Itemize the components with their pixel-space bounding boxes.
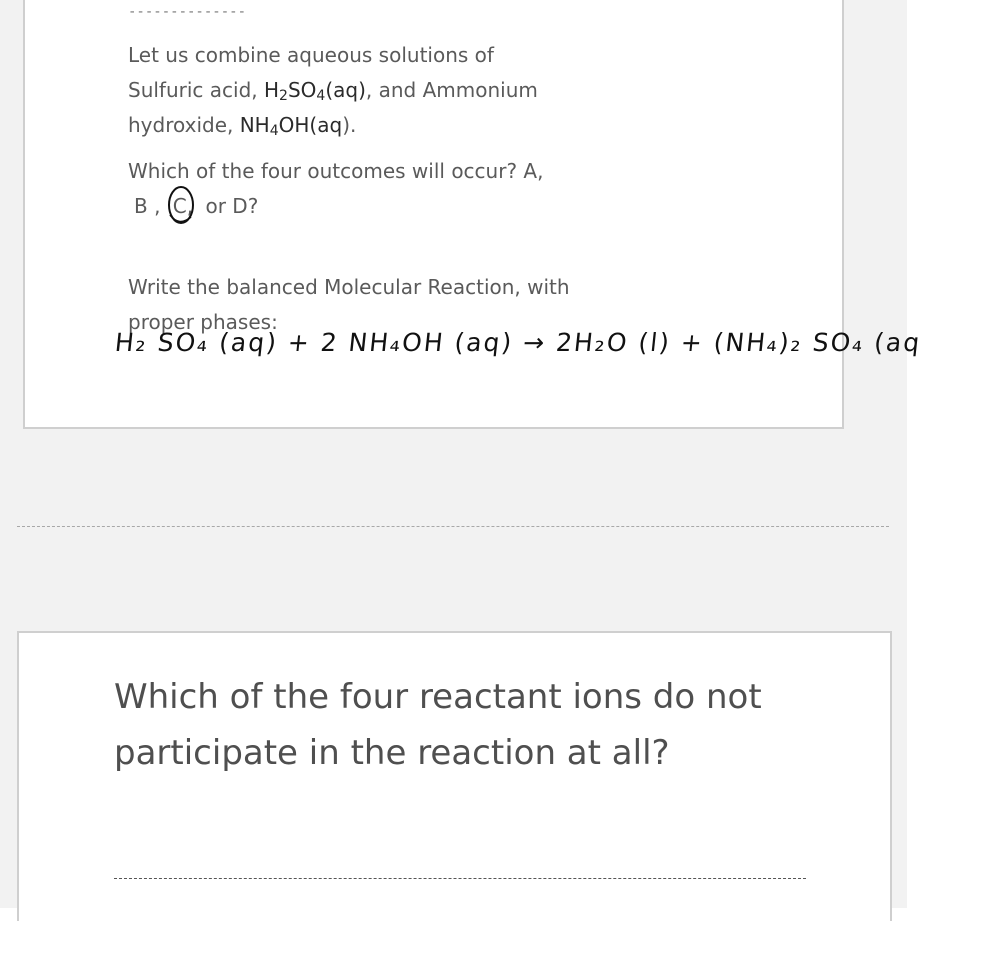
top-dashed-rule: -------------- bbox=[128, 4, 247, 20]
spectator-question-line-2: participate in the reaction at all? bbox=[114, 733, 670, 773]
intro-paragraph bbox=[128, 38, 538, 143]
outcome-question-line-1: Which of the four outcomes will occur? A, bbox=[128, 159, 544, 183]
option-b-label: B , bbox=[134, 194, 161, 218]
outcome-question bbox=[128, 154, 543, 224]
spectator-ion-question bbox=[114, 669, 814, 781]
answer-blank-line[interactable] bbox=[114, 878, 806, 879]
question-card-molecular-reaction bbox=[23, 0, 923, 429]
section-divider bbox=[17, 526, 889, 527]
handwritten-circle-mark bbox=[165, 183, 199, 229]
question-card-spectator-ions bbox=[17, 631, 892, 921]
reaction-prompt-line-1: Write the balanced Molecular Reaction, with bbox=[128, 275, 570, 299]
option-c-label: C, bbox=[172, 194, 194, 218]
intro-line-3a: hydroxide, bbox=[128, 113, 240, 137]
intro-line-3b: ). bbox=[342, 113, 357, 137]
ammonium-hydroxide-formula: $NH_4OH(aq$ bbox=[239, 113, 343, 139]
intro-line-1: Let us combine aqueous solutions of bbox=[128, 43, 494, 67]
handwritten-balanced-equation: H₂ SO₄ (aq) + 2 NH₄OH (aq) → 2H₂O (l) + (NH₄)₂ SO₄ (aq bbox=[113, 328, 923, 357]
reaction-prompt-line-2: proper phases: bbox=[128, 310, 278, 334]
option-c-circled bbox=[173, 189, 193, 224]
outcome-question-line-2: or D? bbox=[205, 194, 259, 218]
sulfuric-acid-formula: $H_2SO_4(aq)$ bbox=[264, 78, 366, 104]
intro-line-2b: , and Ammonium bbox=[365, 78, 538, 102]
spectator-question-line-1: Which of the four reactant ions do not bbox=[114, 677, 762, 717]
intro-line-2a: Sulfuric acid, bbox=[128, 78, 264, 102]
